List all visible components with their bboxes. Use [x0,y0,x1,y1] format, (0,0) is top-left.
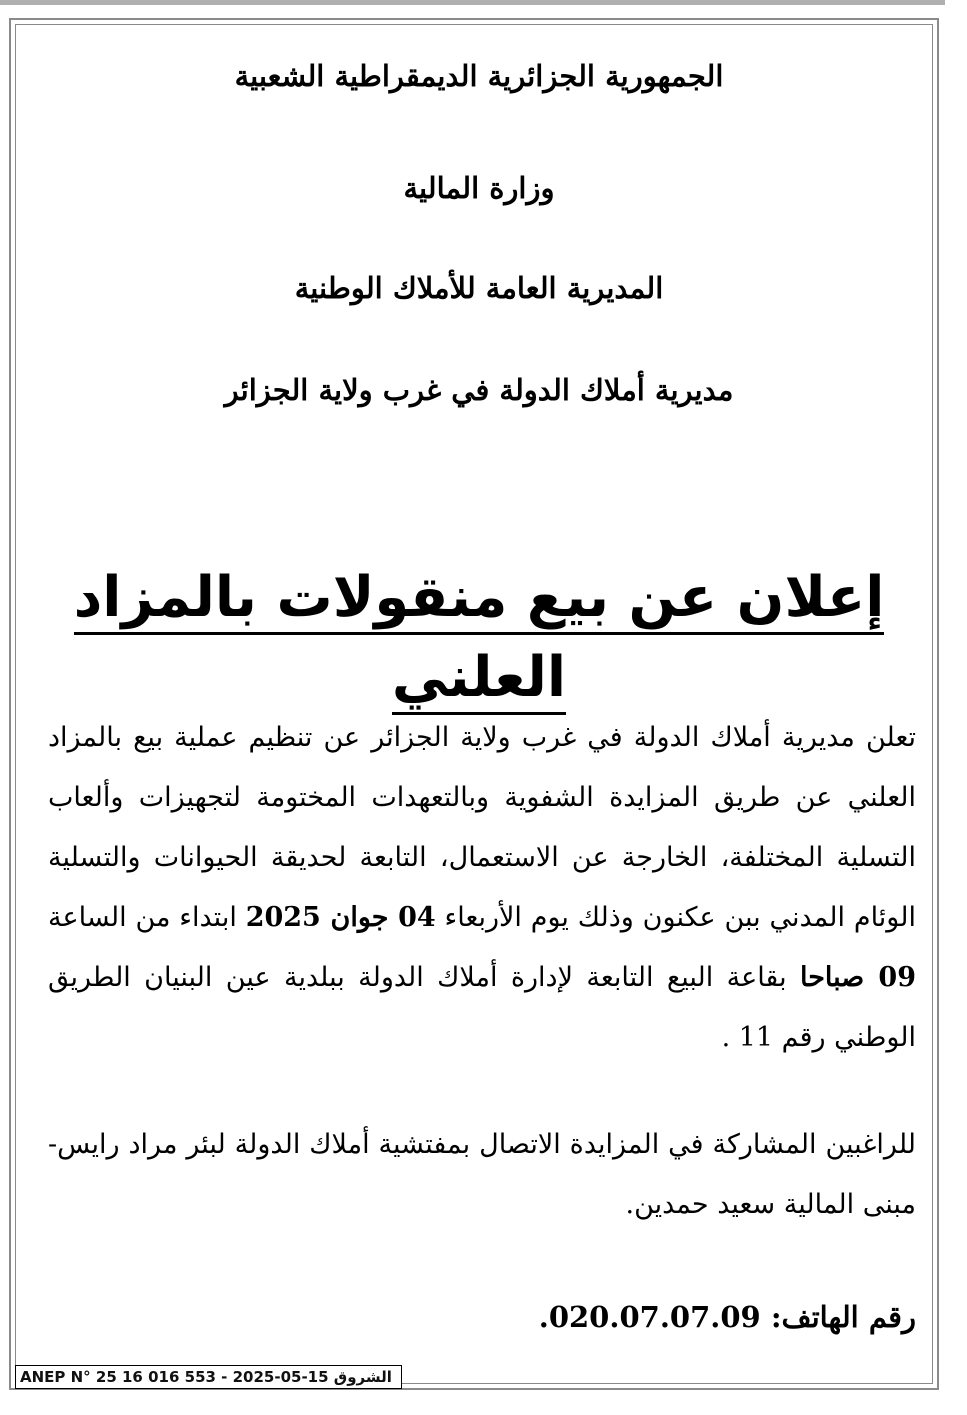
phone-number: 020.07.07.09. [538,1300,761,1334]
body-paragraph-2: للراغبين المشاركة في المزايدة الاتصال بمفتشية أملاك الدولة لبئر مراد رايس- مبنى المالية سعيد حمدين. [48,1129,916,1220]
body-paragraph-1 [48,708,916,1068]
announcement-title-text: إعلان عن بيع منقولات بالمزاد العلني [74,565,885,715]
announcement-title [40,558,918,718]
auction-hour: 09 صباحا [800,962,916,993]
phone-label: رقم الهاتف: [770,1300,916,1334]
anep-reference: ANEP N° 25 16 016 553 - 2025-05-15 [20,1368,329,1386]
top-rule [0,0,945,5]
header-republic: الجمهورية الجزائرية الديمقراطية الشعبية [234,59,724,93]
auction-date: 04 جوان 2025 [245,902,436,933]
anep-footer-tag [15,1365,402,1389]
header-directorate: مديرية أملاك الدولة في غرب ولاية الجزائر [224,373,734,407]
newspaper-brand: الشروق [333,1368,392,1386]
p1-text-a: تعلن مديرية أملاك الدولة في غرب ولاية الجزائر عن تنظيم عملية بيع بالمزاد العلني عن طريق المزايدة الشفوية وبالتعهدات المختومة لتجهيزات وألعاب التسلية المختلفة، الخارجة عن الاستعمال، التابعة لحديقة الحيوانات والتسلية الوئام المدني ببن عكنون وذلك يوم الأربعاء [48,722,916,933]
p1-text-c: بقاعة البيع التابعة لإدارة أملاك الدولة ببلدية عين البنيان الطريق الوطني رقم 11 . [48,962,916,1053]
header-directorate-general: المديرية العامة للأملاك الوطنية [294,271,664,305]
p1-text-b: ابتداء من الساعة [48,902,246,933]
header-ministry: وزارة المالية [403,171,555,205]
phone-line [539,1287,916,1347]
